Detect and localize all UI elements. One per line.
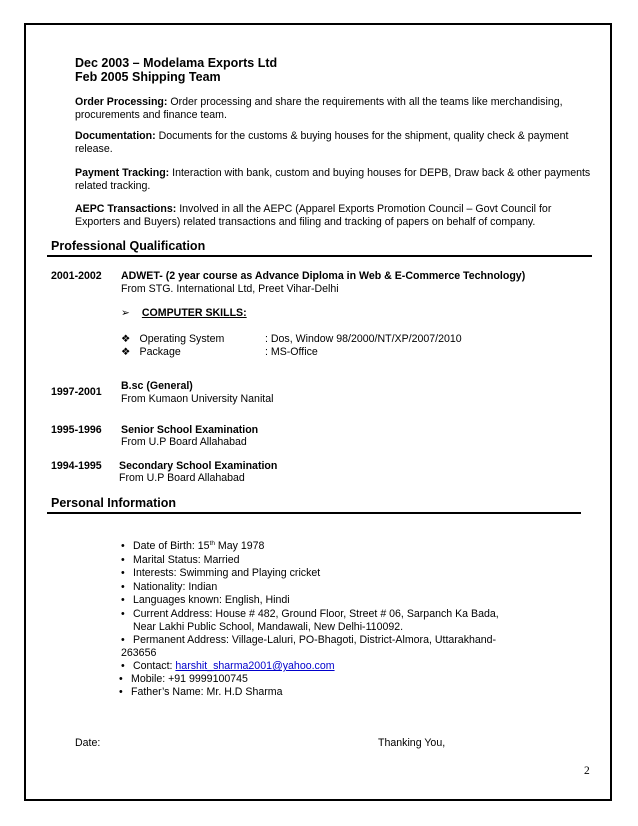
- nationality-item: [121, 581, 217, 593]
- mobile-item: [119, 673, 248, 685]
- permanent-address-line-2: 263656: [121, 647, 157, 659]
- skill-label: Package: [139, 346, 181, 358]
- dob-item: [121, 540, 264, 552]
- qualification-from: From STG. International Ltd, Preet Vihar-Delhi: [121, 283, 339, 295]
- computer-skills-heading: [121, 307, 247, 319]
- current-address-line-1: Current Address: House # 482, Ground Floor, Street # 06, Sarpanch Ka Bada,: [133, 608, 499, 620]
- skill-value: : MS-Office: [265, 346, 318, 358]
- thanking-you: Thanking You,: [378, 737, 446, 749]
- permanent-address-line-1: Permanent Address: Village-Laluri, PO-Bhagoti, District-Almora, Uttarakhand-: [133, 634, 497, 646]
- paragraph-label: Payment Tracking:: [75, 167, 170, 179]
- contact-item: [121, 660, 335, 672]
- skill-row: [121, 333, 224, 345]
- bullet-icon: •: [121, 660, 125, 672]
- interests-item: [121, 567, 320, 579]
- contact-label: Contact:: [133, 660, 176, 672]
- mobile-text: Mobile: +91 9999100745: [131, 673, 248, 685]
- aepc-transactions-paragraph: [75, 203, 595, 230]
- father-item: [119, 686, 283, 698]
- nationality-text: Nationality: Indian: [133, 581, 218, 593]
- qualification-course: Senior School Examination: [121, 424, 259, 436]
- paragraph-label: Documentation:: [75, 130, 156, 142]
- personal-rule: [47, 512, 581, 514]
- bullet-icon: •: [121, 608, 125, 620]
- paragraph-label: Order Processing:: [75, 96, 168, 108]
- qualification-from: From U.P Board Allahabad: [119, 472, 245, 484]
- page-number: 2: [584, 765, 590, 777]
- bullet-icon: •: [119, 686, 123, 698]
- bullet-icon: •: [119, 673, 123, 685]
- paragraph-text: Order processing and share the requirements with all the teams like merchandising, procurements and finance team.: [75, 96, 563, 122]
- experience-line-1: Dec 2003 – Modelama Exports Ltd: [75, 56, 278, 70]
- experience-line-2: Feb 2005 Shipping Team: [75, 70, 221, 84]
- qualification-years: 1995-1996: [51, 424, 102, 436]
- qualification-years: 2001-2002: [51, 270, 102, 282]
- bullet-icon: •: [121, 581, 125, 593]
- diamond-bullet-icon: ❖: [121, 346, 131, 358]
- arrow-bullet-icon: ➢: [121, 307, 130, 319]
- skill-value: : Dos, Window 98/2000/NT/XP/2007/2010: [265, 333, 462, 345]
- marital-item: [121, 554, 240, 566]
- languages-text: Languages known: English, Hindi: [133, 594, 290, 606]
- skill-row: [121, 346, 181, 358]
- father-text: Father’s Name: Mr. H.D Sharma: [131, 686, 283, 698]
- date-label: Date:: [75, 737, 101, 749]
- documentation-paragraph: [75, 130, 595, 157]
- bullet-icon: •: [121, 594, 125, 606]
- bullet-icon: •: [121, 540, 125, 552]
- qualification-title: Professional Qualification: [51, 239, 206, 253]
- paragraph-text: Involved in all the AEPC (Apparel Exports Promotion Council – Govt Council for Exporters and Buyers) related transactions and filing and tracking of papers on behalf of company.: [75, 203, 552, 229]
- languages-item: [121, 594, 290, 606]
- paragraph-text: Documents for the customs & buying houses for the shipment, quality check & payment release.: [75, 130, 569, 156]
- bullet-icon: •: [121, 634, 125, 646]
- payment-tracking-paragraph: [75, 167, 595, 194]
- qualification-rule: [47, 255, 592, 257]
- permanent-address-item: [121, 634, 496, 646]
- qualification-years: 1994-1995: [51, 460, 102, 472]
- qualification-course: Secondary School Examination: [119, 460, 278, 472]
- qualification-course: ADWET- (2 year course as Advance Diploma in Web & E-Commerce Technology): [121, 270, 526, 282]
- qualification-years: 1997-2001: [51, 386, 102, 398]
- dob-prefix: Date of Birth: 15: [133, 540, 210, 552]
- qualification-course: B.sc (General): [121, 380, 193, 392]
- current-address-line-2: Near Lakhi Public School, Mandawali, New Delhi-110092.: [133, 621, 404, 633]
- paragraph-label: AEPC Transactions:: [75, 203, 177, 215]
- interests-text: Interests: Swimming and Playing cricket: [133, 567, 321, 579]
- current-address-item: [121, 608, 499, 620]
- skill-label: Operating System: [139, 333, 225, 345]
- order-processing-paragraph: [75, 96, 595, 123]
- computer-skills-label: COMPUTER SKILLS:: [141, 307, 247, 319]
- bullet-icon: •: [121, 554, 125, 566]
- diamond-bullet-icon: ❖: [121, 333, 131, 345]
- email-link[interactable]: harshit_sharma2001@yahoo.com: [175, 660, 335, 672]
- bullet-icon: •: [121, 567, 125, 579]
- paragraph-text: Interaction with bank, custom and buying houses for DEPB, Draw back & other payments related tracking.: [75, 167, 591, 193]
- qualification-from: From Kumaon University Nanital: [121, 393, 274, 405]
- dob-suffix: May 1978: [214, 540, 265, 552]
- marital-text: Marital Status: Married: [133, 554, 240, 566]
- qualification-from: From U.P Board Allahabad: [121, 436, 247, 448]
- personal-title: Personal Information: [51, 496, 177, 510]
- dob-ordinal: th: [209, 540, 215, 547]
